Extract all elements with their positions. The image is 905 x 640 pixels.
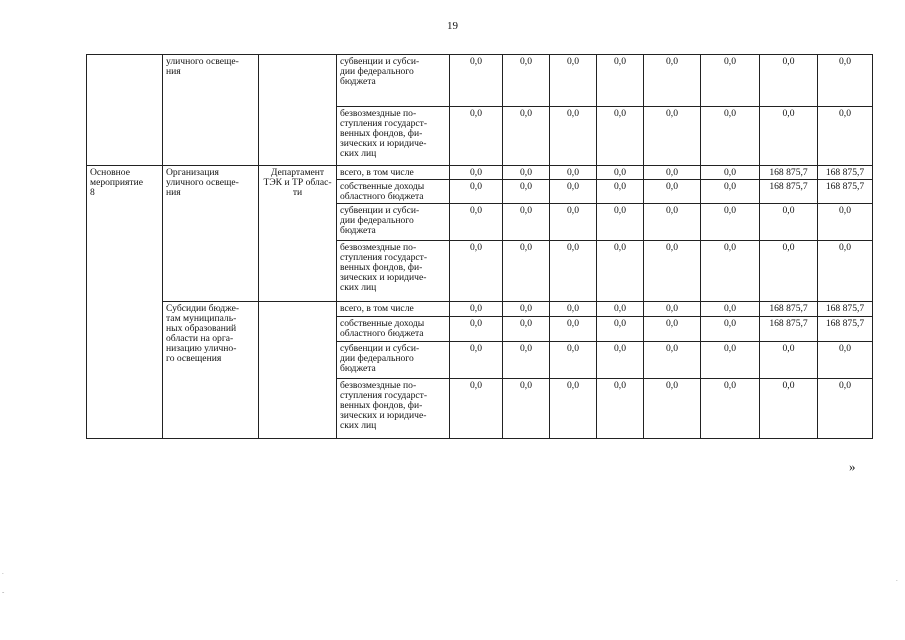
- value-cell: 0,0: [597, 204, 644, 241]
- funding-source-cell: субвенции и субси- дии федерального бюджета: [337, 55, 450, 107]
- value-cell: 0,0: [760, 241, 818, 302]
- value-cell: 0,0: [450, 379, 503, 439]
- value-cell: 0,0: [701, 55, 760, 107]
- value-cell: 168 875,7: [760, 166, 818, 180]
- value-cell: 0,0: [450, 204, 503, 241]
- executor-cell: [259, 55, 337, 166]
- value-cell: 0,0: [550, 379, 597, 439]
- value-cell: 0,0: [597, 317, 644, 342]
- value-cell: 0,0: [503, 204, 550, 241]
- right-edge-mark: .: [896, 575, 898, 583]
- funding-source-cell: безвозмездные по- ступления государст- венных фондов, фи- зических и юридиче- ских лиц: [337, 241, 450, 302]
- value-cell: 0,0: [503, 241, 550, 302]
- value-cell: 0,0: [450, 302, 503, 317]
- value-cell: 168 875,7: [818, 317, 873, 342]
- executor-cell: Департамент ТЭК и ТР облас- ти: [259, 166, 337, 302]
- value-cell: 0,0: [644, 107, 701, 166]
- value-cell: 0,0: [597, 241, 644, 302]
- value-cell: 0,0: [818, 107, 873, 166]
- value-cell: 0,0: [818, 379, 873, 439]
- table-row: [87, 302, 873, 317]
- status-cell: Основное мероприятие 8: [87, 166, 163, 439]
- value-cell: 0,0: [644, 241, 701, 302]
- funding-source-cell: всего, в том числе: [337, 302, 450, 317]
- value-cell: 0,0: [597, 55, 644, 107]
- funding-source-cell: собственные доходы областного бюджета: [337, 180, 450, 204]
- funding-source-cell: собственные доходы областного бюджета: [337, 317, 450, 342]
- table-row: [87, 166, 873, 180]
- value-cell: 0,0: [760, 55, 818, 107]
- value-cell: 0,0: [503, 55, 550, 107]
- value-cell: 0,0: [597, 180, 644, 204]
- page-number: 19: [447, 20, 458, 32]
- value-cell: 0,0: [503, 166, 550, 180]
- value-cell: 0,0: [644, 180, 701, 204]
- value-cell: 0,0: [818, 55, 873, 107]
- value-cell: 0,0: [701, 317, 760, 342]
- value-cell: 0,0: [644, 302, 701, 317]
- value-cell: 0,0: [450, 55, 503, 107]
- activity-name-cell: Субсидии бюдже- там муниципаль- ных образований области на орга- низацию улично- го освещения: [163, 302, 259, 439]
- value-cell: 0,0: [701, 241, 760, 302]
- status-cell: [87, 55, 163, 166]
- value-cell: 0,0: [450, 166, 503, 180]
- value-cell: 0,0: [503, 379, 550, 439]
- value-cell: 168 875,7: [818, 180, 873, 204]
- closing-quote: »: [849, 459, 856, 474]
- value-cell: 0,0: [597, 302, 644, 317]
- value-cell: 0,0: [760, 342, 818, 379]
- value-cell: 0,0: [550, 166, 597, 180]
- funding-source-cell: безвозмездные по- ступления государст- венных фондов, фи- зических и юридиче- ских лиц: [337, 379, 450, 439]
- value-cell: 0,0: [701, 342, 760, 379]
- value-cell: 0,0: [550, 180, 597, 204]
- funding-source-cell: субвенции и субси- дии федерального бюджета: [337, 342, 450, 379]
- left-edge-mark: .: [2, 568, 4, 576]
- value-cell: 0,0: [701, 107, 760, 166]
- activity-name-cell: Организация уличного освеще- ния: [163, 166, 259, 302]
- program-funding-table: [86, 54, 873, 439]
- executor-cell: [259, 302, 337, 439]
- value-cell: 0,0: [701, 166, 760, 180]
- value-cell: 0,0: [450, 342, 503, 379]
- value-cell: 0,0: [701, 204, 760, 241]
- funding-source-cell: всего, в том числе: [337, 166, 450, 180]
- value-cell: 0,0: [701, 180, 760, 204]
- value-cell: 0,0: [450, 317, 503, 342]
- value-cell: 0,0: [644, 204, 701, 241]
- value-cell: 0,0: [818, 342, 873, 379]
- table-row: [87, 55, 873, 107]
- value-cell: 168 875,7: [760, 180, 818, 204]
- value-cell: 0,0: [701, 379, 760, 439]
- value-cell: 0,0: [818, 241, 873, 302]
- value-cell: 0,0: [503, 342, 550, 379]
- activity-name-cell: уличного освеще- ния: [163, 55, 259, 166]
- value-cell: 0,0: [503, 302, 550, 317]
- value-cell: 0,0: [701, 302, 760, 317]
- funding-source-cell: безвозмездные по- ступления государст- венных фондов, фи- зических и юридиче- ских лиц: [337, 107, 450, 166]
- value-cell: 0,0: [644, 317, 701, 342]
- value-cell: 0,0: [597, 107, 644, 166]
- value-cell: 0,0: [503, 107, 550, 166]
- value-cell: 0,0: [503, 317, 550, 342]
- value-cell: 0,0: [644, 166, 701, 180]
- value-cell: 0,0: [450, 107, 503, 166]
- value-cell: 0,0: [550, 302, 597, 317]
- value-cell: 0,0: [550, 317, 597, 342]
- value-cell: 0,0: [550, 204, 597, 241]
- value-cell: 0,0: [760, 379, 818, 439]
- value-cell: 0,0: [550, 241, 597, 302]
- value-cell: 0,0: [597, 379, 644, 439]
- value-cell: 168 875,7: [760, 317, 818, 342]
- value-cell: 0,0: [550, 342, 597, 379]
- left-edge-mark: -: [2, 588, 5, 596]
- value-cell: 0,0: [597, 166, 644, 180]
- value-cell: 0,0: [597, 342, 644, 379]
- value-cell: 0,0: [450, 241, 503, 302]
- value-cell: 0,0: [760, 107, 818, 166]
- value-cell: 168 875,7: [760, 302, 818, 317]
- value-cell: 0,0: [503, 180, 550, 204]
- value-cell: 0,0: [644, 342, 701, 379]
- value-cell: 0,0: [818, 204, 873, 241]
- value-cell: 0,0: [550, 55, 597, 107]
- funding-source-cell: субвенции и субси- дии федерального бюджета: [337, 204, 450, 241]
- value-cell: 0,0: [644, 55, 701, 107]
- value-cell: 0,0: [450, 180, 503, 204]
- value-cell: 0,0: [550, 107, 597, 166]
- value-cell: 168 875,7: [818, 302, 873, 317]
- value-cell: 0,0: [760, 204, 818, 241]
- value-cell: 0,0: [644, 379, 701, 439]
- value-cell: 168 875,7: [818, 166, 873, 180]
